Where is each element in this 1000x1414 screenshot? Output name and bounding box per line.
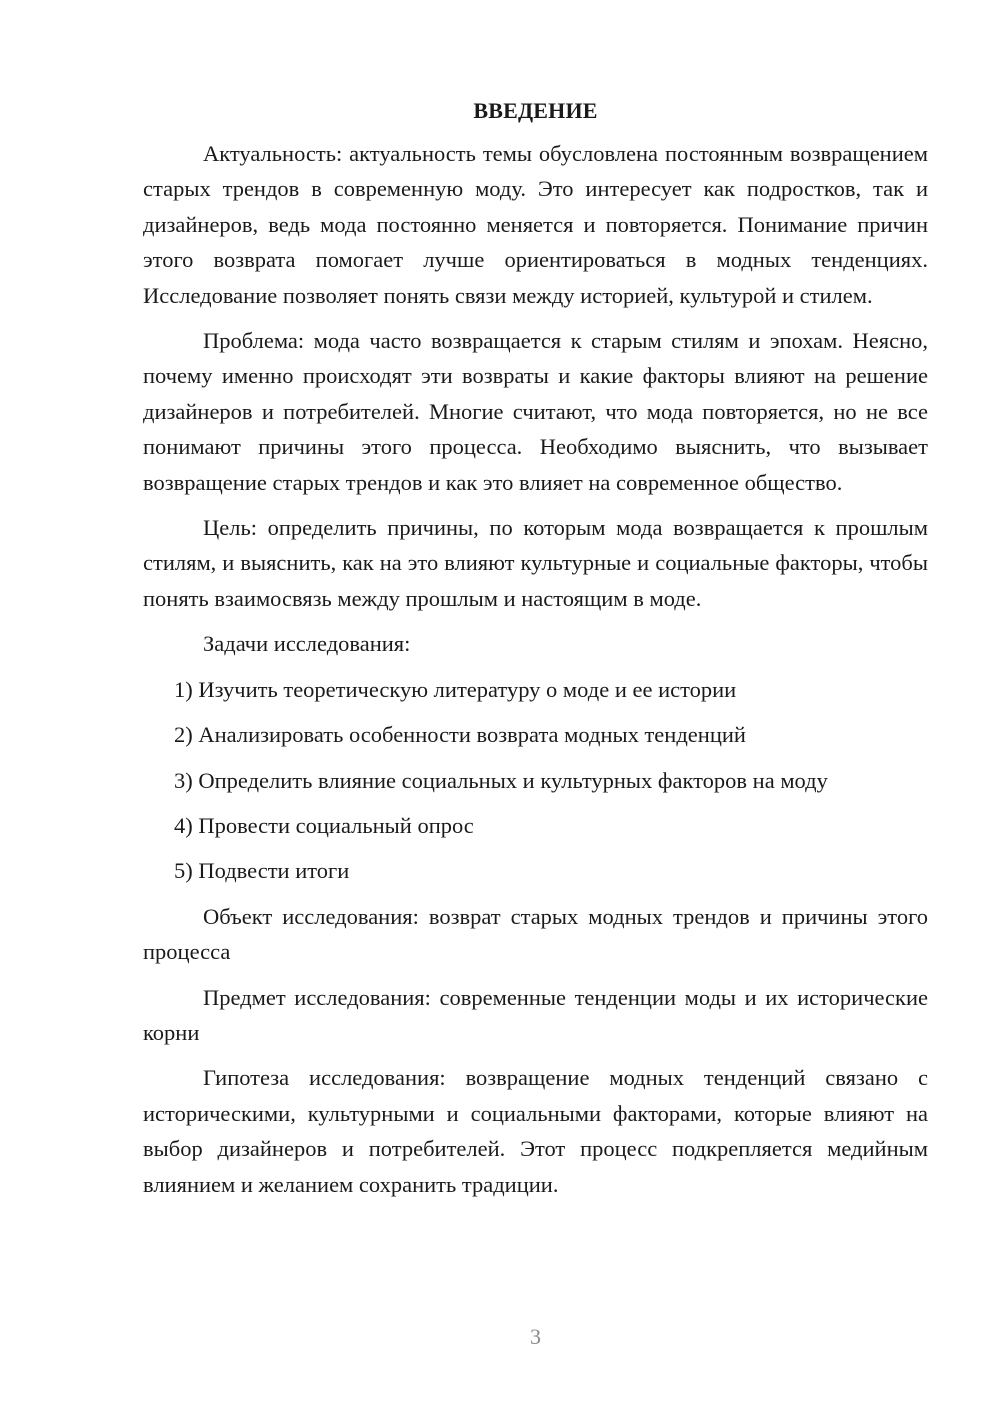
problem-paragraph: Проблема: мода часто возвращается к старым стилям и эпохам. Неясно, почему именно происходят эти возвраты и какие факторы влияют на решение дизайнеров и потребителей. Многие считают, что мода повторяется, но не все понимают причины этого процесса. Необходимо выяснить, что вызывает возвращение старых трендов и как это влияет на современное общество. bbox=[143, 328, 928, 495]
relevance-paragraph: Актуальность: актуальность темы обусловлена постоянным возвращением старых трендов в современную моду. Это интересует как подростков, так и дизайнеров, ведь мода постоянно меняется и повторяется. Понимание причин этого возврата помогает лучше ориентироваться в модных тенденциях. Исследование позволяет понять связи между историей, культурой и стилем. bbox=[143, 141, 928, 308]
hypothesis-paragraph: Гипотеза исследования: возвращение модных тенденций связано с историческими, культурными и социальными факторами, которые влияют на выбор дизайнеров и потребителей. Этот процесс подкрепляется медийным влиянием и желанием сохранить традиции. bbox=[143, 1065, 928, 1197]
page-number: 3 bbox=[530, 1324, 541, 1349]
page-content bbox=[143, 96, 928, 1212]
goal-paragraph: Цель: определить причины, по которым мода возвращается к прошлым стилям, и выяснить, как на это влияют культурные и социальные факторы, чтобы понять взаимосвязь между прошлым и настоящим в моде. bbox=[143, 515, 928, 611]
task-item: 4) Провести социальный опрос bbox=[174, 812, 474, 838]
object-paragraph: Объект исследования: возврат старых модных трендов и причины этого процесса bbox=[143, 903, 928, 965]
page-heading: ВВЕДЕНИЕ bbox=[473, 98, 598, 123]
subject-paragraph: Предмет исследования: современные тенденции моды и их исторические корни bbox=[143, 984, 928, 1045]
task-item: 1) Изучить теоретическую литературу о моде и ее истории bbox=[174, 676, 737, 702]
task-item: 3) Определить влияние социальных и культурных факторов на моду bbox=[174, 767, 828, 793]
tasks-title: Задачи исследования: bbox=[203, 631, 411, 657]
task-item: 2) Анализировать особенности возврата модных тенденций bbox=[174, 722, 746, 748]
task-item: 5) Подвести итоги bbox=[174, 858, 350, 884]
tasks-list bbox=[143, 672, 928, 889]
